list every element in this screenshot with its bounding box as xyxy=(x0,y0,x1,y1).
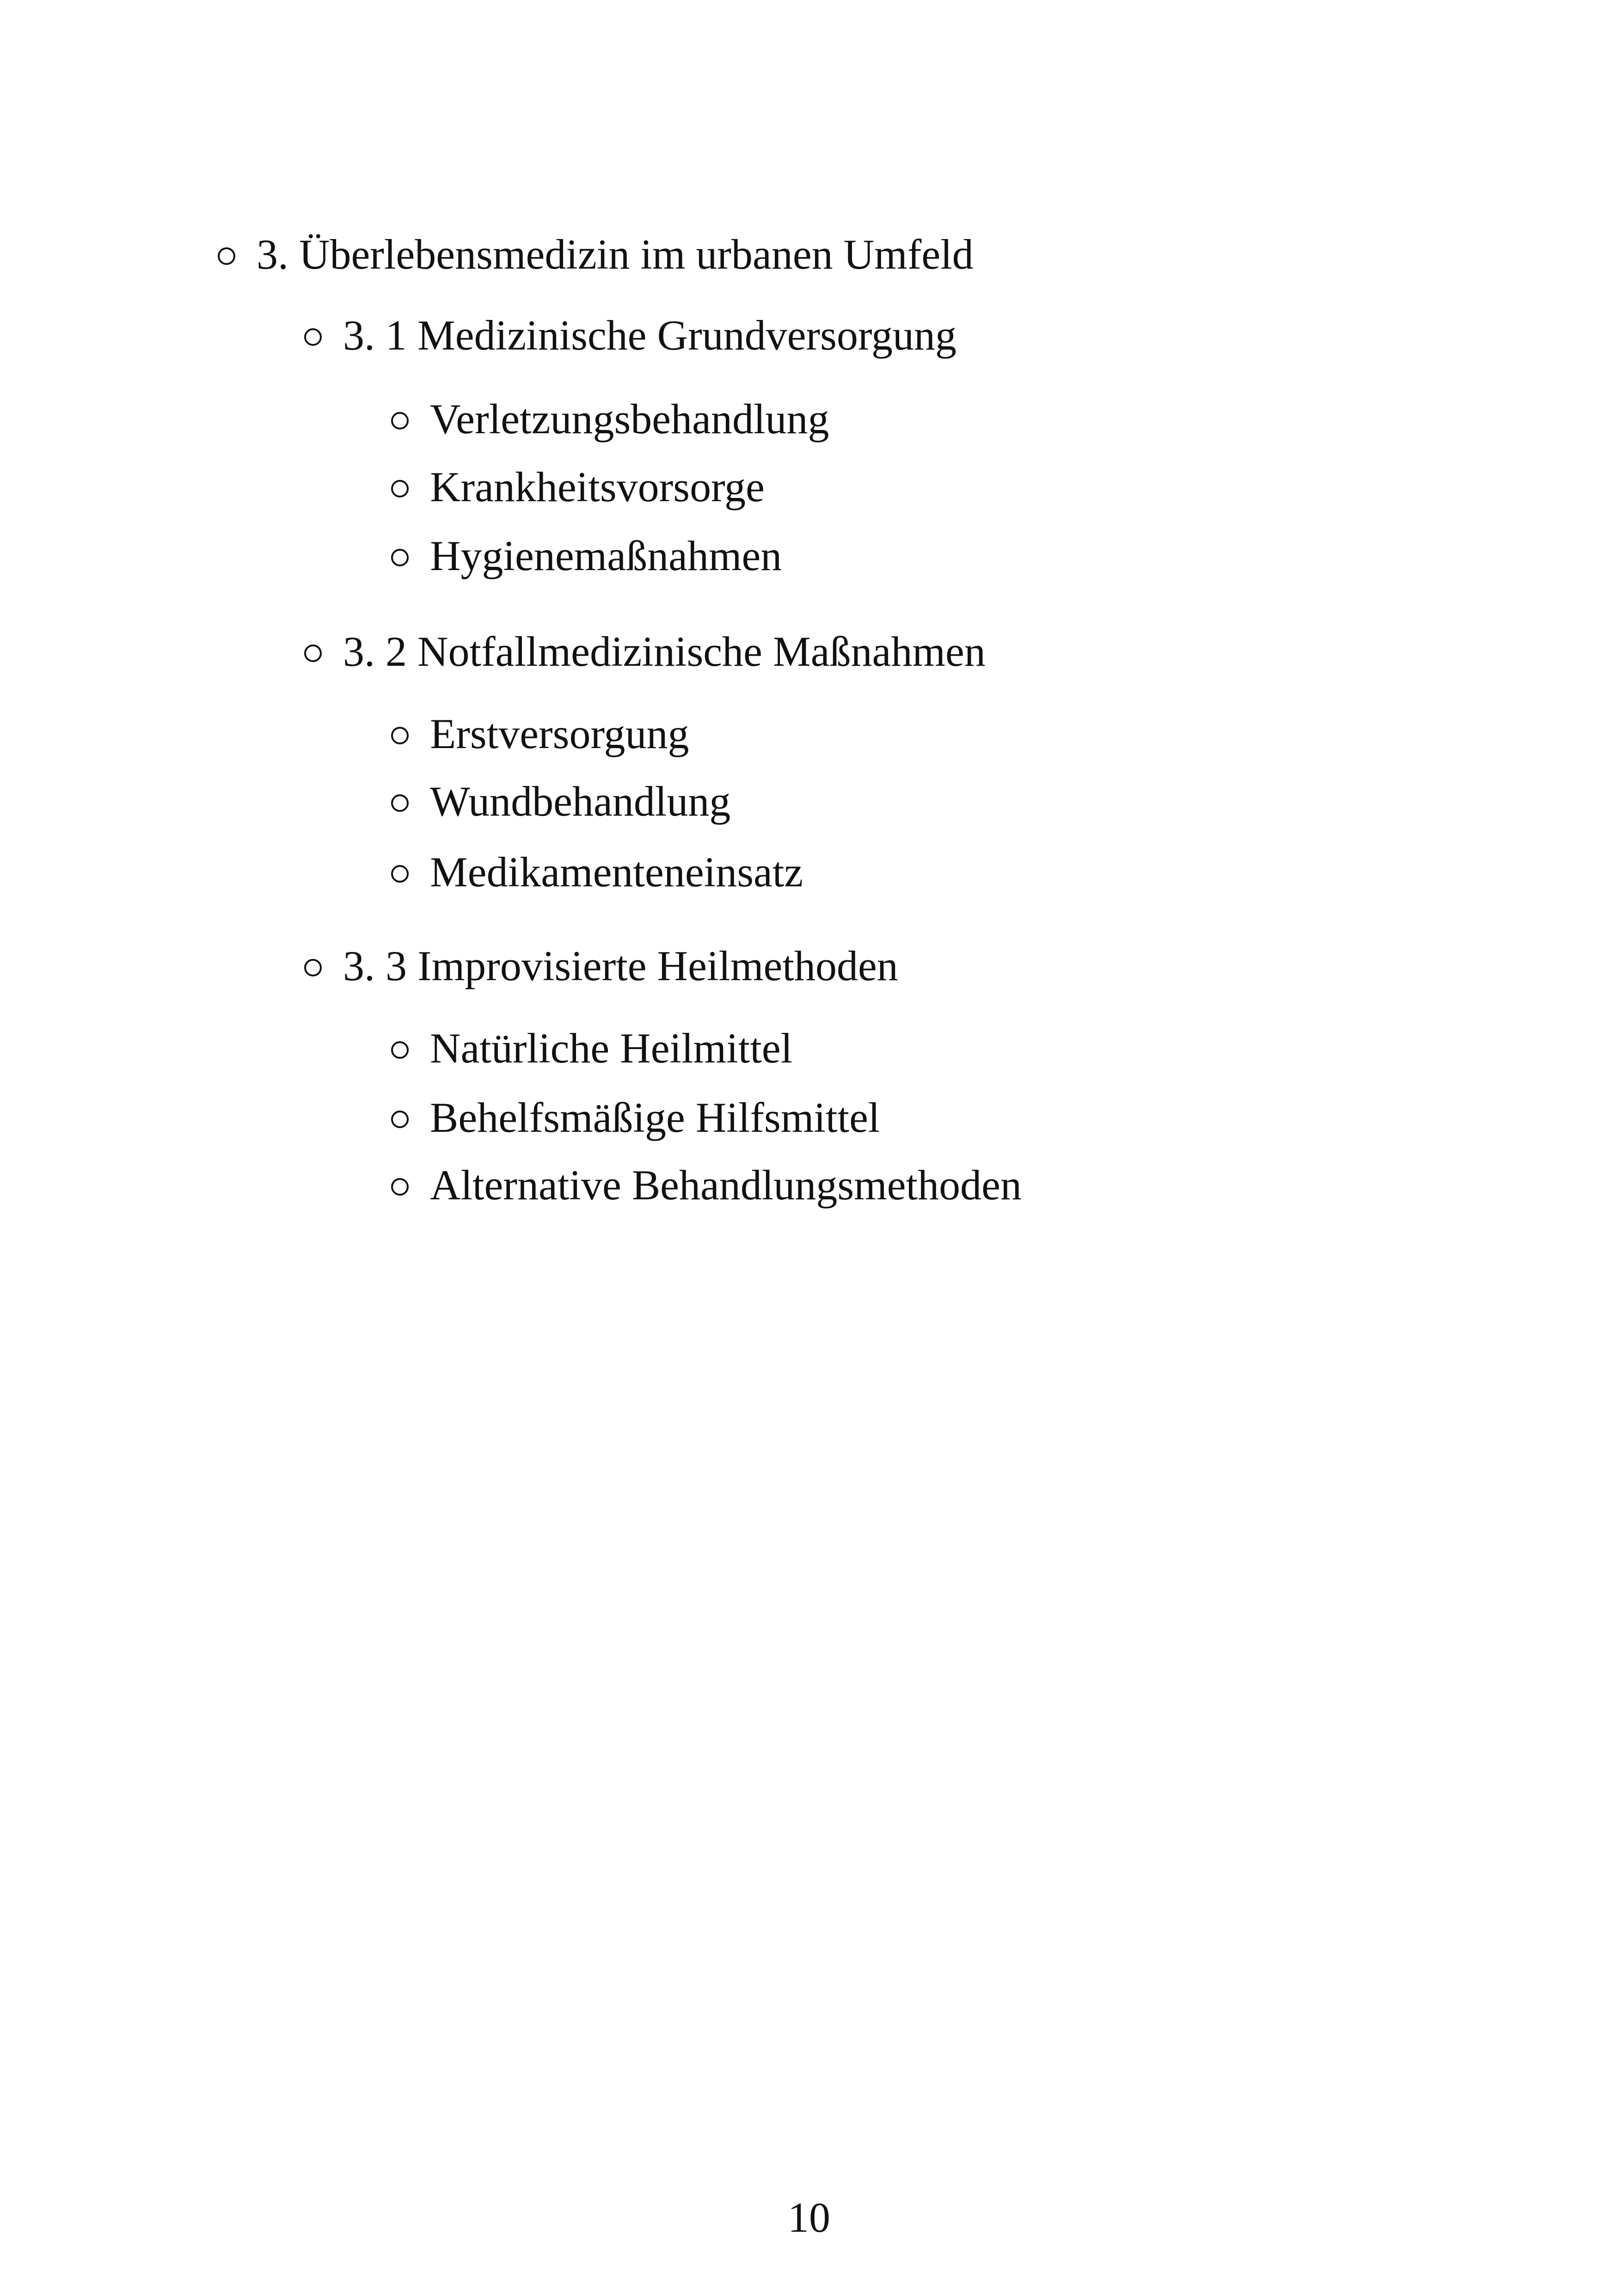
outline-item: Medikamenteneinsatz xyxy=(430,848,803,896)
circle-bullet-icon xyxy=(391,412,409,430)
circle-bullet-icon xyxy=(391,549,409,566)
outline-item: Alternative Behandlungsmethoden xyxy=(430,1161,1022,1209)
circle-bullet-icon xyxy=(391,794,409,812)
section-heading: 3. 1 Medizinische Grundversorgung xyxy=(343,312,956,359)
circle-bullet-icon xyxy=(391,865,409,883)
outline-item: Wundbehandlung xyxy=(430,778,731,825)
page-number: 10 xyxy=(788,2194,830,2241)
outline-item: Erstversorgung xyxy=(430,710,689,757)
circle-bullet-icon xyxy=(304,328,322,346)
chapter-heading: 3. Überlebensmedizin im urbanen Umfeld xyxy=(257,231,974,278)
outline-item: Krankheitsvorsorge xyxy=(430,463,765,510)
circle-bullet-icon xyxy=(218,247,235,265)
outline-item: Behelfsmäßige Hilfsmittel xyxy=(430,1094,880,1141)
circle-bullet-icon xyxy=(304,645,322,662)
circle-bullet-icon xyxy=(391,1041,409,1059)
outline-item: Hygienemaßnahmen xyxy=(430,532,782,579)
section-heading: 3. 2 Notfallmedizinische Maßnahmen xyxy=(343,628,986,675)
outline-item: Natürliche Heilmittel xyxy=(430,1025,793,1072)
section-heading: 3. 3 Improvisierte Heilmethoden xyxy=(343,942,898,989)
circle-bullet-icon xyxy=(391,1111,409,1128)
outline-item: Verletzungsbehandlung xyxy=(430,395,829,442)
circle-bullet-icon xyxy=(304,959,322,976)
circle-bullet-icon xyxy=(391,727,409,744)
circle-bullet-icon xyxy=(391,480,409,497)
circle-bullet-icon xyxy=(391,1178,409,1196)
